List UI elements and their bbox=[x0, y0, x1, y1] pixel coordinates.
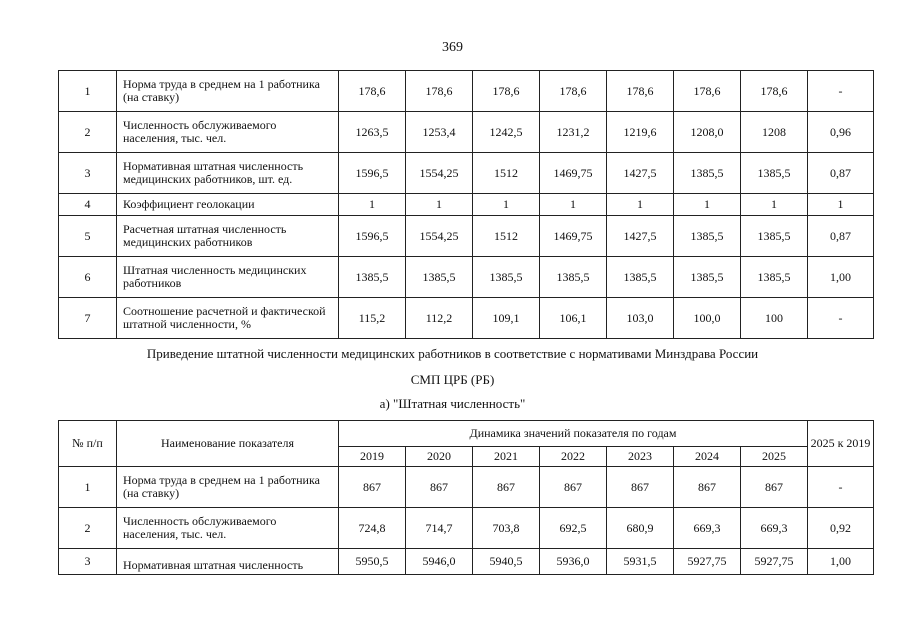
row-number: 1 bbox=[59, 71, 117, 112]
value-cell: 106,1 bbox=[540, 298, 607, 339]
value-cell: 1512 bbox=[473, 153, 540, 194]
value-cell: 669,3 bbox=[741, 508, 808, 549]
indicator-name: Норма труда в среднем на 1 работника (на ставку) bbox=[117, 467, 339, 508]
row-number: 2 bbox=[59, 112, 117, 153]
indicator-name: Коэффициент геолокации bbox=[117, 194, 339, 216]
value-cell: 867 bbox=[339, 467, 406, 508]
table-row bbox=[59, 508, 874, 549]
value-cell: 1 bbox=[674, 194, 741, 216]
table-row bbox=[59, 71, 874, 112]
table-row bbox=[59, 549, 874, 575]
value-cell: 680,9 bbox=[607, 508, 674, 549]
row-number: 4 bbox=[59, 194, 117, 216]
value-cell: 1242,5 bbox=[473, 112, 540, 153]
indicator-name: Нормативная штатная численность bbox=[117, 549, 339, 575]
value-cell: 1253,4 bbox=[406, 112, 473, 153]
ratio-cell: 1 bbox=[808, 194, 874, 216]
value-cell: 1385,5 bbox=[741, 153, 808, 194]
value-cell: 1469,75 bbox=[540, 153, 607, 194]
value-cell: 178,6 bbox=[540, 71, 607, 112]
value-cell: 1 bbox=[406, 194, 473, 216]
value-cell: 1231,2 bbox=[540, 112, 607, 153]
value-cell: 1 bbox=[607, 194, 674, 216]
indicator-name: Штатная численность медицинских работников bbox=[117, 257, 339, 298]
value-cell: 109,1 bbox=[473, 298, 540, 339]
row-number: 3 bbox=[59, 153, 117, 194]
row-number: 1 bbox=[59, 467, 117, 508]
value-cell: 178,6 bbox=[339, 71, 406, 112]
staffing-table-continued bbox=[58, 70, 874, 339]
table-row bbox=[59, 467, 874, 508]
value-cell: 1385,5 bbox=[741, 257, 808, 298]
row-number: 7 bbox=[59, 298, 117, 339]
value-cell: 692,5 bbox=[540, 508, 607, 549]
ratio-cell: 1,00 bbox=[808, 549, 874, 575]
value-cell: 5940,5 bbox=[473, 549, 540, 575]
value-cell: 1385,5 bbox=[339, 257, 406, 298]
row-number: 6 bbox=[59, 257, 117, 298]
indicator-name: Численность обслуживаемого населения, тыс. чел. bbox=[117, 112, 339, 153]
value-cell: 1 bbox=[473, 194, 540, 216]
value-cell: 1385,5 bbox=[674, 153, 741, 194]
value-cell: 867 bbox=[607, 467, 674, 508]
value-cell: 669,3 bbox=[674, 508, 741, 549]
year-header: 2023 bbox=[607, 447, 674, 467]
header-num: № п/п bbox=[59, 421, 117, 467]
organization-name: СМП ЦРБ (РБ) bbox=[410, 372, 495, 387]
indicator-name: Норма труда в среднем на 1 работника (на ставку) bbox=[117, 71, 339, 112]
value-cell: 100 bbox=[741, 298, 808, 339]
value-cell: 178,6 bbox=[674, 71, 741, 112]
value-cell: 103,0 bbox=[607, 298, 674, 339]
value-cell: 867 bbox=[406, 467, 473, 508]
indicator-name: Нормативная штатная численность медицинских работников, шт. ед. bbox=[117, 153, 339, 194]
ratio-cell: 0,87 bbox=[808, 153, 874, 194]
value-cell: 1427,5 bbox=[607, 153, 674, 194]
ratio-cell: 1,00 bbox=[808, 257, 874, 298]
header-ratio: 2025 к 2019 bbox=[808, 421, 874, 467]
value-cell: 5950,5 bbox=[339, 549, 406, 575]
table-row bbox=[59, 216, 874, 257]
year-header: 2022 bbox=[540, 447, 607, 467]
header-indicator-name: Наименование показателя bbox=[117, 421, 339, 467]
value-cell: 1 bbox=[741, 194, 808, 216]
value-cell: 1219,6 bbox=[607, 112, 674, 153]
row-number: 3 bbox=[59, 549, 117, 575]
value-cell: 178,6 bbox=[406, 71, 473, 112]
table-row bbox=[59, 194, 874, 216]
value-cell: 5936,0 bbox=[540, 549, 607, 575]
row-number: 5 bbox=[59, 216, 117, 257]
value-cell: 867 bbox=[540, 467, 607, 508]
value-cell: 714,7 bbox=[406, 508, 473, 549]
value-cell: 1596,5 bbox=[339, 153, 406, 194]
indicator-name: Численность обслуживаемого населения, тыс. чел. bbox=[117, 508, 339, 549]
section-heading: Приведение штатной численности медицинских работников в соответствие с нормативами Минздрава России bbox=[146, 346, 759, 361]
year-header: 2019 bbox=[339, 447, 406, 467]
value-cell: 867 bbox=[741, 467, 808, 508]
table-row bbox=[59, 298, 874, 339]
table-row bbox=[59, 153, 874, 194]
value-cell: 5927,75 bbox=[674, 549, 741, 575]
value-cell: 5946,0 bbox=[406, 549, 473, 575]
table-row bbox=[59, 112, 874, 153]
value-cell: 115,2 bbox=[339, 298, 406, 339]
header-dynamics: Динамика значений показателя по годам bbox=[339, 421, 808, 447]
value-cell: 112,2 bbox=[406, 298, 473, 339]
indicator-name: Соотношение расчетной и фактической штатной численности, % bbox=[117, 298, 339, 339]
value-cell: 867 bbox=[473, 467, 540, 508]
value-cell: 703,8 bbox=[473, 508, 540, 549]
value-cell: 178,6 bbox=[741, 71, 808, 112]
year-header: 2025 bbox=[741, 447, 808, 467]
value-cell: 1385,5 bbox=[473, 257, 540, 298]
value-cell: 1385,5 bbox=[674, 216, 741, 257]
value-cell: 1427,5 bbox=[607, 216, 674, 257]
staffing-table bbox=[58, 420, 874, 575]
table-row bbox=[59, 257, 874, 298]
value-cell: 1385,5 bbox=[741, 216, 808, 257]
value-cell: 1512 bbox=[473, 216, 540, 257]
value-cell: 724,8 bbox=[339, 508, 406, 549]
ratio-cell: 0,92 bbox=[808, 508, 874, 549]
value-cell: 1469,75 bbox=[540, 216, 607, 257]
year-header: 2024 bbox=[674, 447, 741, 467]
year-header: 2021 bbox=[473, 447, 540, 467]
ratio-cell: - bbox=[808, 71, 874, 112]
ratio-cell: 0,87 bbox=[808, 216, 874, 257]
value-cell: 1208 bbox=[741, 112, 808, 153]
value-cell: 1385,5 bbox=[540, 257, 607, 298]
value-cell: 1208,0 bbox=[674, 112, 741, 153]
subsection-title: а) "Штатная численность" bbox=[379, 396, 526, 411]
value-cell: 1554,25 bbox=[406, 153, 473, 194]
value-cell: 1385,5 bbox=[674, 257, 741, 298]
year-header: 2020 bbox=[406, 447, 473, 467]
value-cell: 1263,5 bbox=[339, 112, 406, 153]
value-cell: 5931,5 bbox=[607, 549, 674, 575]
value-cell: 1385,5 bbox=[406, 257, 473, 298]
ratio-cell: - bbox=[808, 298, 874, 339]
value-cell: 178,6 bbox=[607, 71, 674, 112]
row-number: 2 bbox=[59, 508, 117, 549]
ratio-cell: 0,96 bbox=[808, 112, 874, 153]
indicator-name: Расчетная штатная численность медицинских работников bbox=[117, 216, 339, 257]
value-cell: 1 bbox=[339, 194, 406, 216]
ratio-cell: - bbox=[808, 467, 874, 508]
value-cell: 5927,75 bbox=[741, 549, 808, 575]
value-cell: 100,0 bbox=[674, 298, 741, 339]
value-cell: 178,6 bbox=[473, 71, 540, 112]
value-cell: 1385,5 bbox=[607, 257, 674, 298]
value-cell: 867 bbox=[674, 467, 741, 508]
page-number: 369 bbox=[442, 40, 463, 55]
value-cell: 1554,25 bbox=[406, 216, 473, 257]
value-cell: 1 bbox=[540, 194, 607, 216]
value-cell: 1596,5 bbox=[339, 216, 406, 257]
